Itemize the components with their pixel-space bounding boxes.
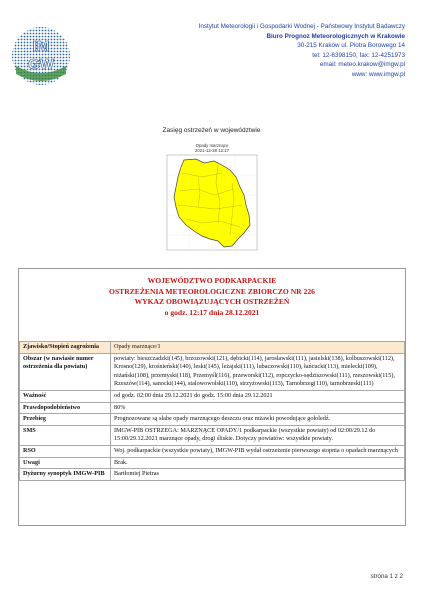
- table-row: [20, 445, 405, 457]
- table-row: [20, 457, 405, 469]
- address: 30-215 Kraków ul. Piotra Borowego 14: [297, 42, 405, 49]
- issue-time: o godz. 12:17 dnia 28.12.2021: [164, 307, 260, 317]
- row-value: Prognozowane są słabe opady marznącego deszczu oraz mżawki powodujące gołoledź.: [111, 414, 405, 426]
- warning-title: [19, 276, 405, 318]
- svg-text:GW: GW: [28, 56, 54, 73]
- list-title: WYKAZ OBOWIĄZUJĄCYCH OSTRZEŻEŃ: [134, 297, 290, 307]
- row-label: Dyżurny synoptyk IMGW-PIB: [20, 469, 111, 481]
- row-value: Woj. podkarpackie (wszystkie powiaty), IMGW-PIB wydał ostrzeżenie pierwszego stopnia o opadach marznących: [111, 445, 405, 457]
- row-label: Uwagi: [20, 457, 111, 469]
- row-value: IMGW-PIB OSTRZEGA: MARZNĄCE OPADY/1 podkarpackie (wszystkie powiaty) od 02:00/29.12 do 15:00/29.12.2021 marznące opady, drogi śliskie. Dotyczy powiatów: wszystkie powiaty.: [111, 425, 405, 445]
- website: www: www.imgw.pl: [351, 70, 405, 78]
- office-name: Biuro Prognoz Meteorologicznych w Krakowie: [266, 32, 405, 40]
- row-value: od godz. 02:00 dnia 29.12.2021 do godz. 15:00 dnia 29.12.2021: [111, 390, 405, 402]
- table-row: [20, 425, 405, 445]
- table-row: [20, 390, 405, 402]
- row-label: SMS: [20, 425, 111, 445]
- row-value: Opady marznące/1: [111, 342, 405, 354]
- institute-name: Instytut Meteorologii i Gospodarki Wodnej - Państwowy Instytut Badawczy: [198, 23, 405, 30]
- bulletin-number: OSTRZEŻENIA METEOROLOGICZNE ZBIORCZO NR 226: [109, 286, 315, 296]
- row-label: RSO: [20, 445, 111, 457]
- email: email: meteo.krakow@imgw.pl: [319, 61, 405, 68]
- phone-fax: tel: 12-6398150, fax: 12-4251973: [312, 51, 405, 59]
- voivodeship-title: WOJEWÓDZTWO PODKARPACKIE: [147, 276, 277, 285]
- svg-text:IM: IM: [32, 38, 50, 55]
- row-label: Zjawisko/Stopień zagrożenia: [20, 342, 111, 354]
- warning-card: [18, 268, 406, 526]
- row-value: Bartłomiej Pietras: [111, 469, 405, 481]
- warning-map: [162, 143, 262, 256]
- imgw-logo: [11, 20, 71, 88]
- row-label: Obszar (w nawiasie numer ostrzeżenia dla powiatu): [20, 353, 111, 390]
- map-title-phenomenon: Opady marznące: [195, 143, 229, 148]
- page-number: strona 1 z 2: [370, 573, 403, 580]
- row-value: powiaty: bieszczadzki(145), brzozowski(121), dębicki(114), jarosławski(111), jasielski(138), kolbuszowski(112), Krosno(129), krośnieński(140), leski(145), leżajski(111), lubaczowski(110), łańcucki(113), mielecki(109), niżański(108), przemyski(118), Przemyśl(116), przeworski(112), ropczycko-sędziszowski(111), rzeszowski(115), Rzeszów(114), sanocki(144), stalowowolski(110), strzyżowski(113), Tarnobrzeg(110), tarnobrzeski(111): [111, 353, 405, 390]
- table-row: [20, 414, 405, 426]
- table-row: [20, 469, 405, 481]
- map-title-date: 2021-12-28 12:17: [195, 148, 229, 153]
- table-row: [20, 342, 405, 354]
- row-value: 80%: [111, 402, 405, 414]
- table-row: [20, 402, 405, 414]
- table-row: [20, 353, 405, 390]
- row-label: Ważność: [20, 390, 111, 402]
- map-caption: Zasięg ostrzeżeń w województwie: [162, 127, 261, 134]
- institute-header: [105, 22, 405, 79]
- row-label: Prawdopodobieństwo: [20, 402, 111, 414]
- warning-table: [19, 341, 405, 481]
- row-value: Brak.: [111, 457, 405, 469]
- row-label: Przebieg: [20, 414, 111, 426]
